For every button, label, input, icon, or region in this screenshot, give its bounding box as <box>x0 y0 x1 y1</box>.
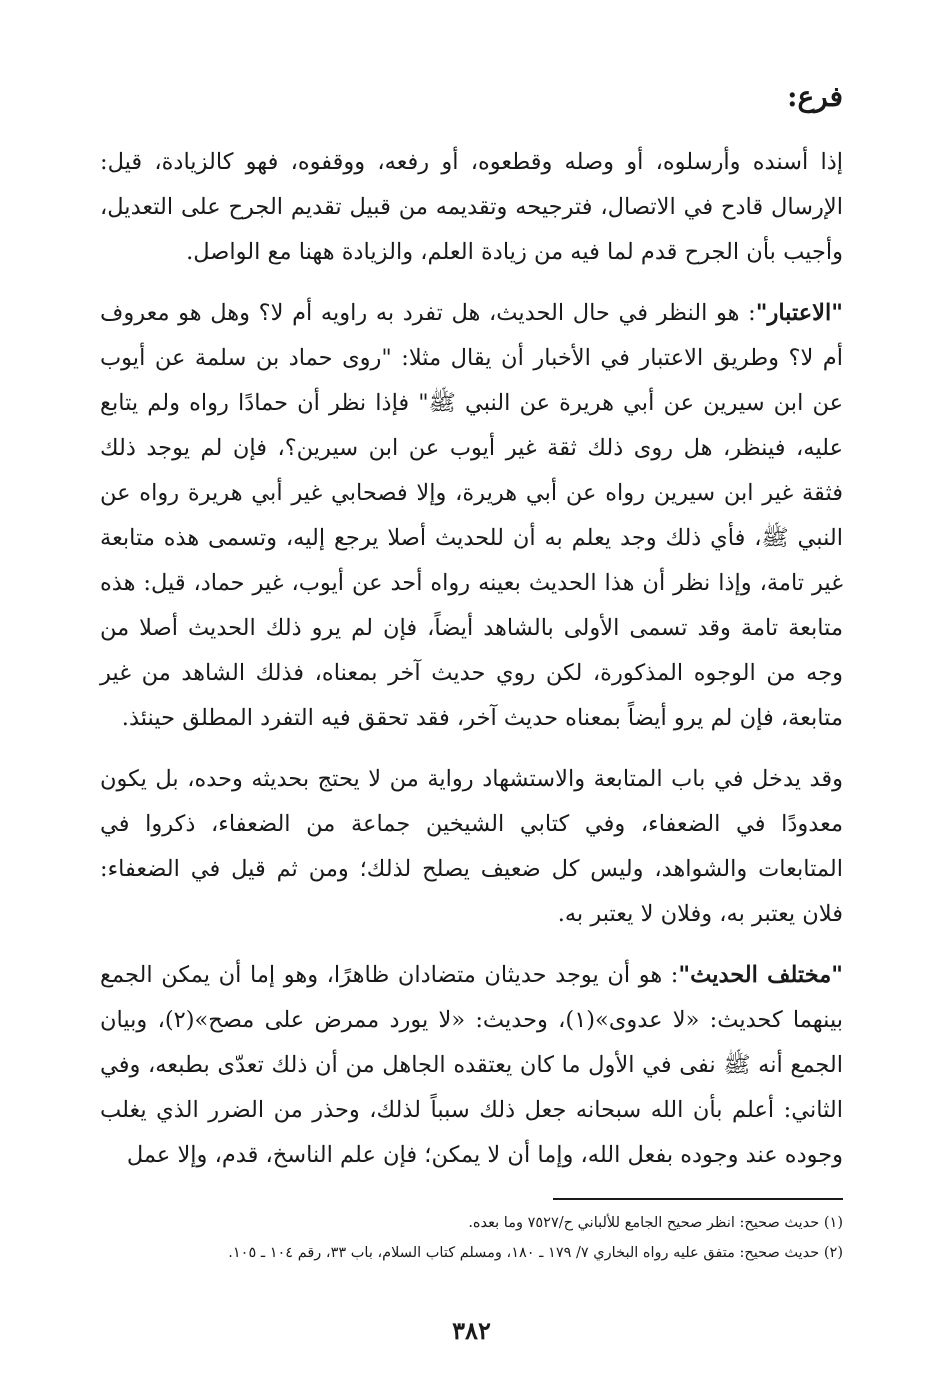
paragraph-mutabaat: وقد يدخل في باب المتابعة والاستشهاد رواية من لا يحتج بحديثه وحده، بل يكون معدودًا في الضعفاء، وفي كتابي الشيخين جماعة من الضعفاء، ذكروا في المتابعات والشواهد، وليس كل ضعيف يصلح لذلك؛ ومن ثم قيل في الضعفاء: فلان يعتبر به، وفلان لا يعتبر به. <box>100 766 843 927</box>
paragraph-itibar-text: : هو النظر في حال الحديث، هل تفرد به راويه أم لا؟ وهل هو معروف أم لا؟ وطريق الاعتبار في الأخبار أن يقال مثلا: "روى حماد بن سلمة عن أيوب عن ابن سيرين عن أبي هريرة عن النبي ﷺ" فإذا نظر أن حمادًا رواه ولم يتابع عليه، فينظر، هل روى ذلك ثقة غير أيوب عن ابن سيرين؟، فإن لم يوجد ذلك فثقة غير ابن سيرين رواه عن أبي هريرة، وإلا فصحابي غير أبي هريرة رواه عن النبي ﷺ، فأي ذلك وجد يعلم به أن للحديث أصلا يرجع إليه، وتسمى هذه متابعة غير تامة، وإذا نظر أن هذا الحديث بعينه رواه أحد عن أيوب، غير حماد، قيل: هذه متابعة تامة وقد تسمى الأولى بالشاهد أيضاً، فإن لم يرو ذلك الحديث أصلا من وجه من الوجوه المذكورة، لكن روي حديث آخر بمعناه، فذلك الشاهد من غير متابعة، فإن لم يرو أيضاً بمعناه حديث آخر، فقد تحقق فيه التفرد المطلق حينئذ. <box>100 300 843 731</box>
footnote-separator <box>553 1198 843 1200</box>
paragraph-itibar <box>100 291 843 741</box>
term-mukhtalif-al-hadith: "مختلف الحديث" <box>678 962 843 988</box>
term-itibar: "الاعتبار" <box>755 300 843 326</box>
footnotes <box>100 1208 843 1268</box>
footnote-2: (٢) حديث صحيح: متفق عليه رواه البخاري ٧/ ١٧٩ ـ ١٨٠، ومسلم كتاب السلام، باب ٣٣، رقم ١٠٤ ـ ١٠٥. <box>228 1245 843 1261</box>
main-text <box>100 140 843 1194</box>
paragraph-mukhtalif <box>100 953 843 1178</box>
page-number: ٣٨٢ <box>452 1316 491 1345</box>
footnote-1: (١) حديث صحيح: انظر صحيح الجامع للألباني ح/٧٥٢٧ وما بعده. <box>468 1215 843 1231</box>
section-heading: فرع: <box>787 80 843 113</box>
paragraph-riwaya-ikhtilaf: إذا أسنده وأرسلوه، أو وصله وقطعوه، أو رفعه، ووقفوه، فهو كالزيادة، قيل: الإرسال قادح في الاتصال، فترجيحه وتقديمه من قبيل تقديم الجرح على التعديل، وأجيب بأن الجرح قدم لما فيه من زيادة العلم، والزيادة ههنا مع الواصل. <box>100 149 843 265</box>
paragraph-mukhtalif-text: : هو أن يوجد حديثان متضادان ظاهرًا، وهو إما أن يمكن الجمع بينهما كحديث: «لا عدوى»(١)، وحديث: «لا يورد ممرض على مصح»(٢)، وبيان الجمع أنه ﷺ نفى في الأول ما كان يعتقده الجاهل من أن ذلك تعدّى بطبعه، وفي الثاني: أعلم بأن الله سبحانه جعل ذلك سبباً لذلك، وحذر من الضرر الذي يغلب وجوده عند وجوده بفعل الله، وإما أن لا يمكن؛ فإن علم الناسخ، قدم، وإلا عمل <box>100 962 843 1168</box>
